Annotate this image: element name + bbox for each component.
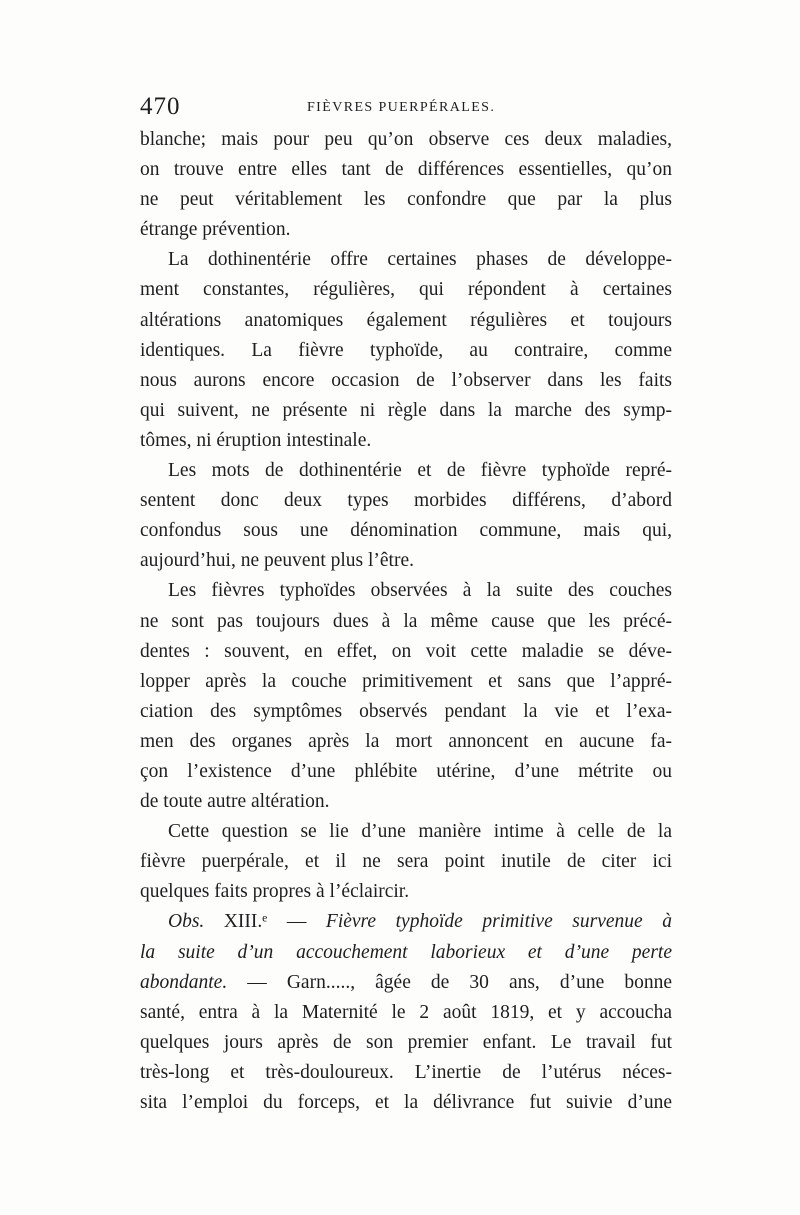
text-line: [140, 847, 672, 877]
text-line: [140, 787, 672, 817]
text-segment: dentes : souvent, en effet, on voit cette maladie se déve-: [140, 640, 672, 662]
italic-text: la suite d’un accouchement laborieux et d’une perte: [140, 941, 672, 963]
text-segment: La dothinentérie offre certaines phases de développe-: [168, 249, 672, 271]
text-line: [140, 697, 672, 727]
text-line: [140, 938, 672, 968]
text-segment: men des organes après la mort annoncent en aucune fa-: [140, 730, 672, 752]
text-segment: fièvre puerpérale, et il ne sera point inutile de citer ici: [140, 851, 672, 873]
text-line: [140, 667, 672, 697]
text-segment: confondus sous une dénomination commune, mais qui,: [140, 520, 672, 542]
text-line: [140, 366, 672, 396]
text-segment: sita l’emploi du forceps, et la délivrance fut suivie d’une: [140, 1092, 672, 1113]
text-segment: quelques faits propres à l’éclaircir.: [140, 881, 410, 903]
text-segment: étrange prévention.: [140, 219, 291, 241]
italic-text: abondante.: [140, 971, 228, 993]
text-segment: quelques jours après de son premier enfant. Le travail fut: [140, 1031, 672, 1053]
text-line: [140, 426, 672, 456]
text-line: [140, 306, 672, 336]
text-line: [140, 607, 672, 637]
text-line: [140, 245, 672, 275]
text-line: [140, 998, 672, 1028]
text-segment: de toute autre altération.: [140, 791, 330, 813]
text-segment: Les mots de dothinentérie et de fièvre typhoïde repré-: [168, 460, 672, 482]
text-line: [140, 907, 672, 937]
text-segment: tômes, ni éruption intestinale.: [140, 429, 372, 451]
text-segment: Cette question se lie d’une manière intime à celle de la: [168, 821, 672, 843]
text-line: [140, 125, 672, 155]
text-segment: altérations anatomiques également régulières et toujours: [140, 309, 672, 331]
text-line: [140, 1058, 672, 1088]
italic-text: Obs.: [168, 911, 205, 933]
text-line: [140, 576, 672, 606]
text-line: [140, 1028, 672, 1058]
text-segment: Les fièvres typhoïdes observées à la suite des couches: [168, 580, 672, 602]
page-header: [140, 92, 680, 122]
text-line: [140, 486, 672, 516]
text-line: [140, 877, 672, 907]
text-segment: sentent donc deux types morbides différens, d’abord: [140, 490, 672, 512]
text-segment: çon l’existence d’une phlébite utérine, d’une métrite ou: [140, 760, 672, 782]
text-line: [140, 817, 672, 847]
page-number: 470: [140, 93, 181, 120]
text-line: [140, 215, 672, 245]
text-segment: on trouve entre elles tant de différences essentielles, qu’on: [140, 159, 672, 181]
text-line: [140, 275, 672, 305]
text-segment: ment constantes, régulières, qui répondent à certaines: [140, 279, 672, 301]
text-line: [140, 1088, 672, 1118]
running-head: FIÈVRES PUERPÉRALES.: [307, 100, 496, 115]
text-segment: aujourd’hui, ne peuvent plus l’être.: [140, 550, 414, 572]
text-segment: ne sont pas toujours dues à la même cause que les précé-: [140, 610, 672, 632]
text-line: [140, 546, 672, 576]
text-line: [140, 516, 672, 546]
text-line: [140, 396, 672, 426]
text-segment: très-long et très-douloureux. L’inertie de l’utérus néces-: [140, 1061, 672, 1083]
text-segment: — Garn....., âgée de 30 ans, d’une bonne: [227, 971, 672, 993]
text-segment: XIII.ᵉ —: [204, 911, 326, 933]
text-segment: identiques. La fièvre typhoïde, au contraire, comme: [140, 339, 672, 361]
text-segment: ne peut véritablement les confondre que par la plus: [140, 189, 672, 211]
text-segment: blanche; mais pour peu qu’on observe ces deux maladies,: [140, 129, 672, 150]
text-segment: lopper après la couche primitivement et sans que l’appré-: [140, 670, 672, 692]
text-line: [140, 336, 672, 366]
text-line: [140, 185, 672, 215]
text-line: [140, 456, 672, 486]
text-line: [140, 637, 672, 667]
body-text: [140, 125, 672, 1118]
text-line: [140, 757, 672, 787]
text-segment: santé, entra à la Maternité le 2 août 1819, et y accoucha: [140, 1001, 672, 1023]
text-segment: ciation des symptômes observés pendant la vie et l’exa-: [140, 700, 672, 722]
text-segment: qui suivent, ne présente ni règle dans la marche des symp-: [140, 399, 672, 421]
text-line: [140, 727, 672, 757]
italic-text: Fièvre typhoïde primitive survenue à: [325, 911, 673, 933]
text-line: [140, 155, 672, 185]
text-line: [140, 968, 672, 998]
text-segment: nous aurons encore occasion de l’observer dans les faits: [140, 369, 672, 391]
